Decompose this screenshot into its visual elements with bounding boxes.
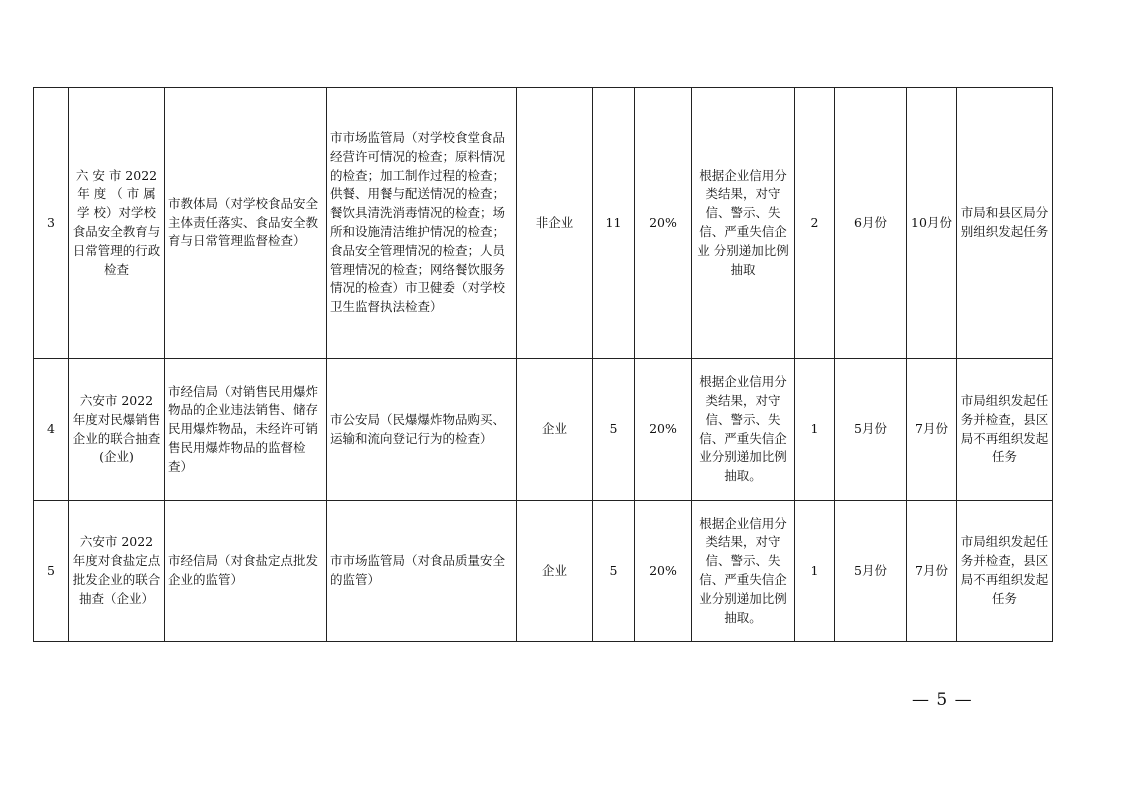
ratio-cell: 20% xyxy=(635,501,692,642)
row-number-cell: 5 xyxy=(34,501,69,642)
row-number-cell: 3 xyxy=(34,88,69,359)
count-cell: 5 xyxy=(593,501,635,642)
count-cell: 5 xyxy=(593,359,635,501)
method-cell: 根据企业信用分类结果，对守信、警示、失信、严重失信企业 分别递加比例抽取 xyxy=(692,88,795,359)
times-cell: 1 xyxy=(795,359,835,501)
row-number-cell: 4 xyxy=(34,359,69,501)
end-month-cell: 10月份 xyxy=(907,88,957,359)
joint-department-cell: 市市场监管局（对食品质量安全的监管） xyxy=(327,501,517,642)
object-type-cell: 企业 xyxy=(517,501,593,642)
times-cell: 1 xyxy=(795,501,835,642)
start-month-cell: 5月份 xyxy=(835,359,907,501)
task-name-cell: 六安市 2022 年度对民爆销售企业的联合抽查(企业) xyxy=(69,359,165,501)
lead-department-cell: 市经信局（对销售民用爆炸物品的企业违法销售、储存民用爆炸物品，未经许可销售民用爆炸物品的监督检查） xyxy=(165,359,327,501)
ratio-cell: 20% xyxy=(635,88,692,359)
joint-department-cell: 市市场监管局（对学校食堂食品经营许可情况的检查；原料情况的检查；加工制作过程的检查；供餐、用餐与配送情况的检查；餐饮具清洗消毒情况的检查；场所和设施清洁维护情况的检查；食品安全管理情况的检查；人员管理情况的检查；网络餐饮服务情况的检查）市卫健委（对学校卫生监督执法检查） xyxy=(327,88,517,359)
ratio-cell: 20% xyxy=(635,359,692,501)
method-cell: 根据企业信用分类结果，对守信、警示、失信、严重失信企业分别递加比例抽取。 xyxy=(692,501,795,642)
times-cell: 2 xyxy=(795,88,835,359)
count-cell: 11 xyxy=(593,88,635,359)
object-type-cell: 企业 xyxy=(517,359,593,501)
lead-department-cell: 市经信局（对食盐定点批发企业的监管） xyxy=(165,501,327,642)
task-name-cell: 六 安 市 2022 年 度 （ 市 属 学 校）对学校食品安全教育与日常管理的行政检查 xyxy=(69,88,165,359)
table-row xyxy=(34,359,1053,501)
task-name-cell: 六安市 2022 年度对食盐定点批发企业的联合抽查（企业） xyxy=(69,501,165,642)
table-row xyxy=(34,88,1053,359)
lead-department-cell: 市教体局（对学校食品安全主体责任落实、食品安全教育与日常管理监督检查） xyxy=(165,88,327,359)
start-month-cell: 5月份 xyxy=(835,501,907,642)
table-row xyxy=(34,501,1053,642)
joint-department-cell: 市公安局（民爆爆炸物品购买、运输和流向登记行为的检查） xyxy=(327,359,517,501)
page-number: — 5 — xyxy=(912,690,973,710)
inspection-plan-table xyxy=(33,87,1053,642)
note-cell: 市局组织发起任务并检查，县区局不再组织发起任务 xyxy=(957,501,1053,642)
end-month-cell: 7月份 xyxy=(907,501,957,642)
object-type-cell: 非企业 xyxy=(517,88,593,359)
note-cell: 市局组织发起任务并检查，县区局不再组织发起任务 xyxy=(957,359,1053,501)
end-month-cell: 7月份 xyxy=(907,359,957,501)
note-cell: 市局和县区局分别组织发起任务 xyxy=(957,88,1053,359)
start-month-cell: 6月份 xyxy=(835,88,907,359)
method-cell: 根据企业信用分类结果，对守信、警示、失信、严重失信企业分别递加比例抽取。 xyxy=(692,359,795,501)
